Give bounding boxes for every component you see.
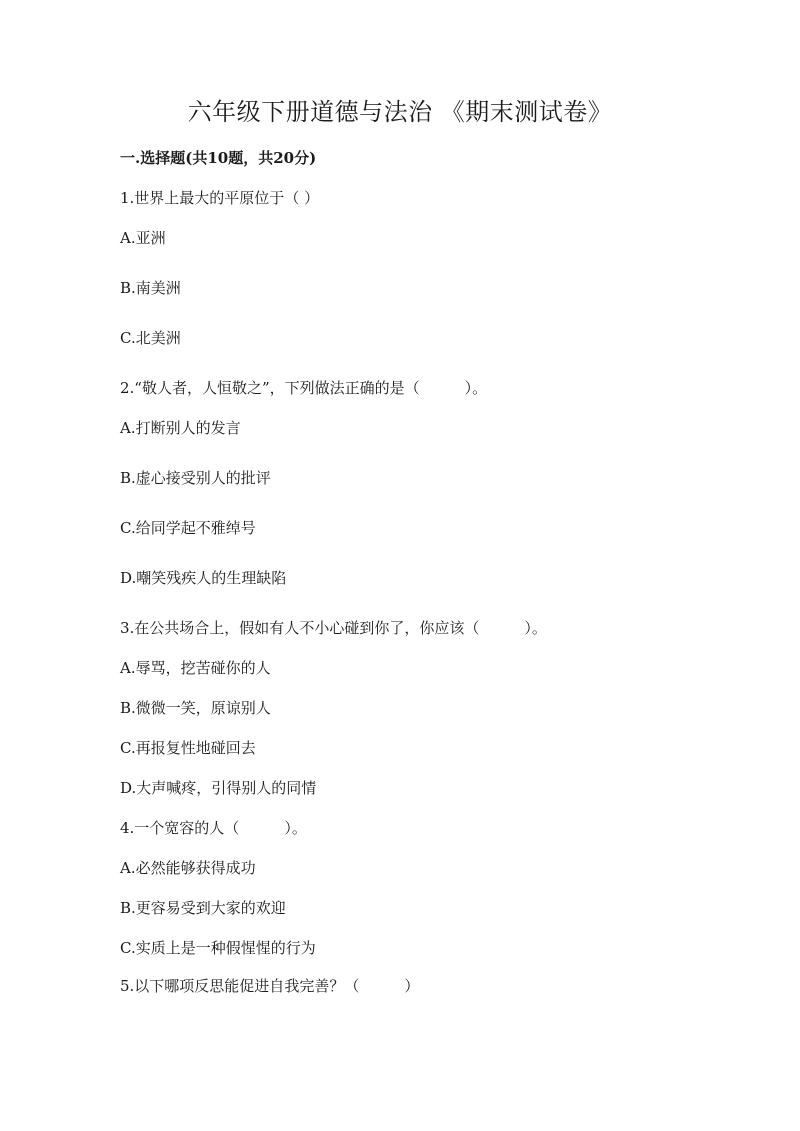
question-3-option-c: C.再报复性地碰回去 (120, 739, 256, 757)
question-3-option-d: D.大声喊疼，引得别人的同情 (120, 779, 317, 797)
section-heading: 一.选择题(共10题，共20分) (120, 149, 317, 167)
question-4: 4.一个宽容的人（ ）。 (120, 819, 307, 837)
question-2: 2.“敬人者，人恒敬之”，下列做法正确的是（ ）。 (120, 379, 488, 397)
question-2-option-a: A.打断别人的发言 (120, 419, 241, 437)
question-1: 1.世界上最大的平原位于（ ） (120, 189, 320, 207)
question-2-option-d: D.嘲笑残疾人的生理缺陷 (120, 569, 287, 587)
question-1-option-b: B.南美洲 (120, 279, 181, 297)
question-5: 5.以下哪项反思能促进自我完善？（ ） (120, 977, 420, 995)
question-3-option-a: A.辱骂，挖苦碰你的人 (120, 659, 271, 677)
question-3: 3.在公共场合上，假如有人不小心碰到你了，你应该（ ）。 (120, 619, 547, 637)
question-1-option-a: A.亚洲 (120, 229, 166, 247)
question-4-option-b: B.更容易受到大家的欢迎 (120, 899, 286, 917)
question-1-option-c: C.北美洲 (120, 329, 181, 347)
question-4-option-c: C.实质上是一种假惺惺的行为 (120, 939, 316, 957)
question-2-option-c: C.给同学起不雅绰号 (120, 519, 256, 537)
question-3-option-b: B.微微一笑，原谅别人 (120, 699, 271, 717)
question-2-option-b: B.虚心接受别人的批评 (120, 469, 271, 487)
page-title: 六年级下册道德与法治 《期末测试卷》 (187, 98, 613, 126)
question-4-option-a: A.必然能够获得成功 (120, 859, 256, 877)
